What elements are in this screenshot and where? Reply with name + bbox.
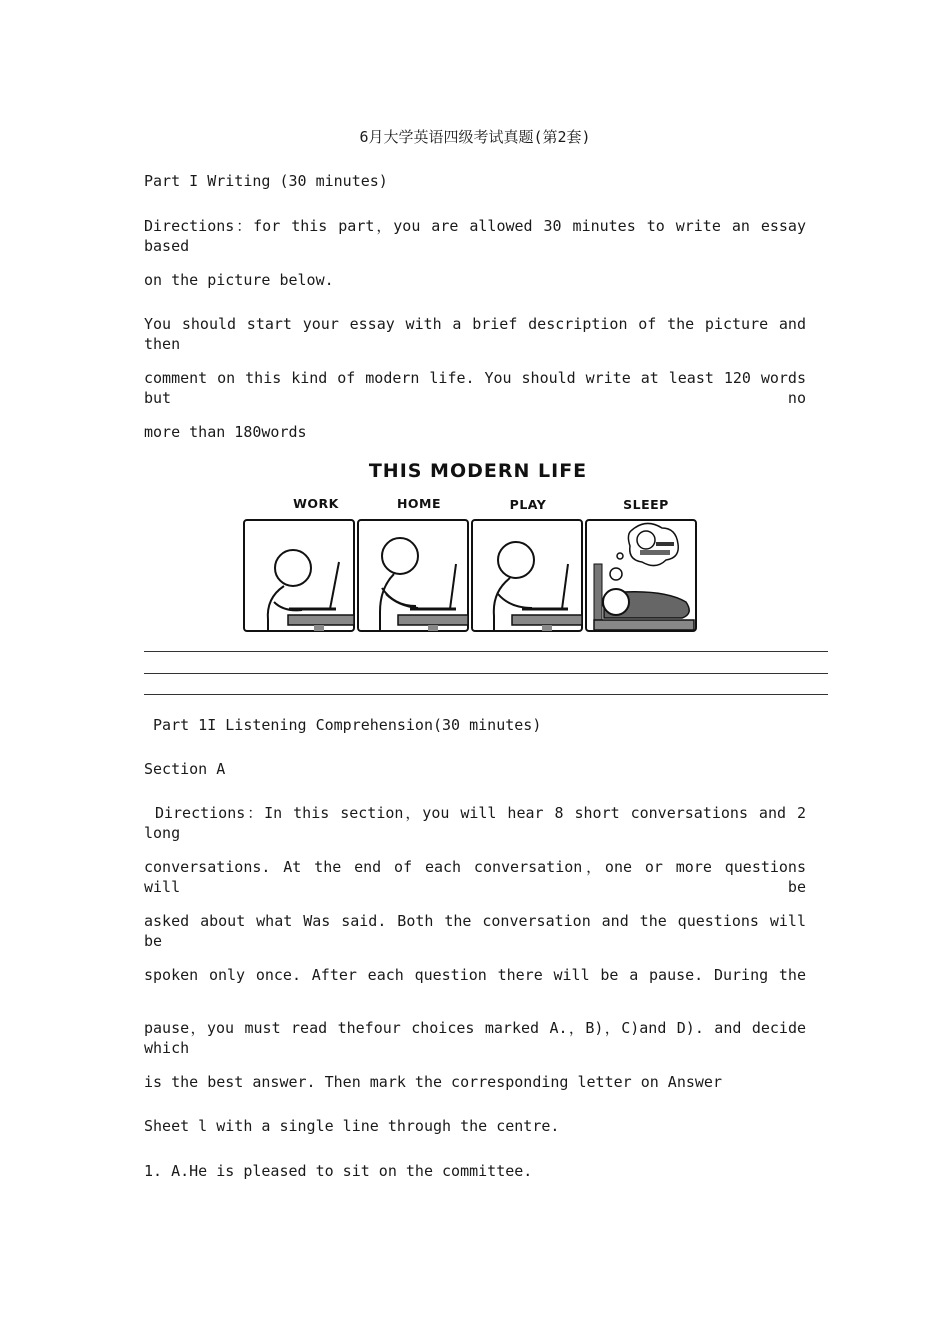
part1-directions-line: Directions：for this part，you are allowed 30 minutes to write an essay based: [144, 217, 806, 255]
part2-heading: Part 1I Listening Comprehension(30 minutes): [144, 716, 542, 734]
sleeping-person: [594, 523, 694, 630]
answer-line: [144, 651, 828, 652]
part2-directions-line: Sheet l with a single line through the centre.: [144, 1117, 560, 1135]
part2-directions-line: asked about what Was said. Both the conversation and the questions will be: [144, 912, 806, 950]
part1-directions-line: on the picture below.: [144, 271, 334, 289]
question-1-option-a: 1. A.He is pleased to sit on the committee.: [144, 1162, 533, 1180]
document-title: 6月大学英语四级考试真题(第2套): [359, 128, 591, 146]
part2-directions-line: conversations. At the end of each conversation，one or more questions will be: [144, 858, 806, 896]
panel-label-sleep: SLEEP: [623, 497, 669, 512]
dream-bubble-icon: [628, 523, 678, 565]
part1-directions-line: You should start your essay with a brief description of the picture and then: [144, 315, 806, 353]
answer-line: [144, 694, 828, 695]
part2-directions-line: Directions：In this section，you will hear 8 short conversations and 2 long: [144, 804, 816, 842]
part1-directions-line: comment on this kind of modern life. You should write at least 120 words but no: [144, 369, 806, 407]
panel-label-work: WORK: [293, 496, 339, 511]
panel-label-home: HOME: [396, 496, 442, 511]
panel-label-play: PLAY: [509, 497, 547, 512]
section-heading: Section A: [144, 760, 226, 778]
part1-directions-line: more than 180words: [144, 423, 307, 441]
part1-heading: Part I Writing (30 minutes): [144, 172, 388, 190]
person-at-laptop-play: [494, 542, 582, 631]
comic-title: THIS MODERN LIFE: [368, 460, 588, 482]
part2-directions-line: is the best answer. Then mark the corresponding letter on Answer: [144, 1073, 722, 1091]
person-at-laptop-work: [268, 550, 354, 631]
modern-life-comic: [238, 456, 708, 638]
part2-directions-line: spoken only once. After each question there will be a pause. During the: [144, 966, 806, 984]
answer-line: [144, 673, 828, 674]
person-at-laptop-home: [380, 538, 468, 631]
part2-directions-line: pause，you must read thefour choices marked A.，B)，C)and D). and decide which: [144, 1019, 806, 1057]
